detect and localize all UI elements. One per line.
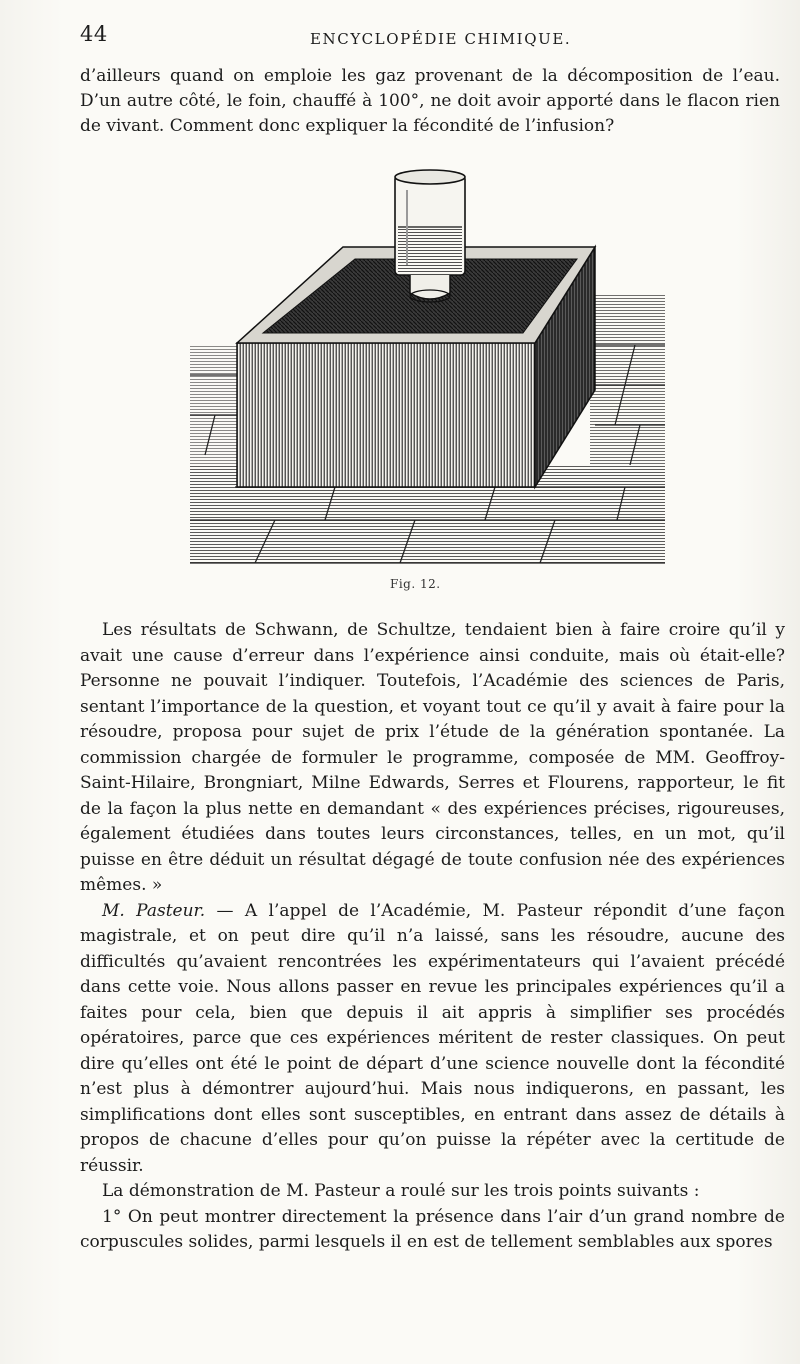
figure-caption: Fig. 12. <box>390 577 441 591</box>
paragraph: 1° On peut montrer directement la présence dans l’air d’un grand nombre de corpuscules solides, parmi lesquels il en est de tellement semblables aux spores <box>80 1206 785 1252</box>
section-lead: M. Pasteur. <box>102 900 206 921</box>
page-number: 44 <box>80 22 108 46</box>
paragraph: La démonstration de M. Pasteur a roulé sur les trois points suivants : <box>102 1181 700 1201</box>
paragraph <box>80 899 785 1180</box>
paragraph-text: — A l’appel de l’Académie, M. Pasteur répondit d’une façon magistrale, et on peut dire qu’il n’a laissé, sans les résoudre, aucune des difficultés qu’avaient rencontrées les expérimentateurs qui l’avaient précédé dans cette voie. Nous allons passer en revue les principales expériences qu’il a faites pour cela, bien que depuis il ait appris à simplifier ses procédés opératoires, parce que ces expériences méritent de rester classiques. On peut dire qu’elles ont été le point de départ d’une science nouvelle dont la fécondité n’est plus à démontrer aujourd’hui. Mais nous indiquerons, en passant, les simplifications dont elles sont susceptibles, en entrant dans assez de détails à propos de chacune d’elles pour qu’on puisse la répéter avec la certitude de réussir. <box>80 900 785 1176</box>
trough-front <box>237 343 535 487</box>
paragraph-continuation: d’ailleurs quand on emploie les gaz provenant de la décomposition de l’eau. D’un autre côté, le foin, chauffé à 100°, ne doit avoir apporté dans le flacon rien de vivant. Comment donc expliquer la fécondité de l’infusion? <box>80 66 780 136</box>
body-text <box>80 618 785 1256</box>
running-title: ENCYCLOPÉDIE CHIMIQUE. <box>310 30 572 48</box>
figure-illustration <box>185 165 670 570</box>
paragraph: Les résultats de Schwann, de Schultze, tendaient bien à faire croire qu’il y avait une cause d’erreur dans l’expérience ainsi conduite, mais où était-elle? Personne ne pouvait l’indiquer. Toutefois, l’Académie des sciences de Paris, sentant l’importance de la question, et voyant tout ce qu’il y avait à faire pour la résoudre, proposa pour sujet de prix l’étude de la génération spontanée. La commission chargée de formuler le programme, composée de MM. Geoffroy-Saint-Hilaire, Brongniart, Milne Edwards, Serres et Flourens, rapporteur, le fit de la façon la plus nette en demandant « des expériences précises, rigoureuses, également étudiées dans toutes leurs circonstances, telles, en un mot, qu’il puisse en être déduit un résultat dégagé de toute confusion née des expériences mêmes. » <box>80 620 785 895</box>
page-header <box>80 22 780 52</box>
